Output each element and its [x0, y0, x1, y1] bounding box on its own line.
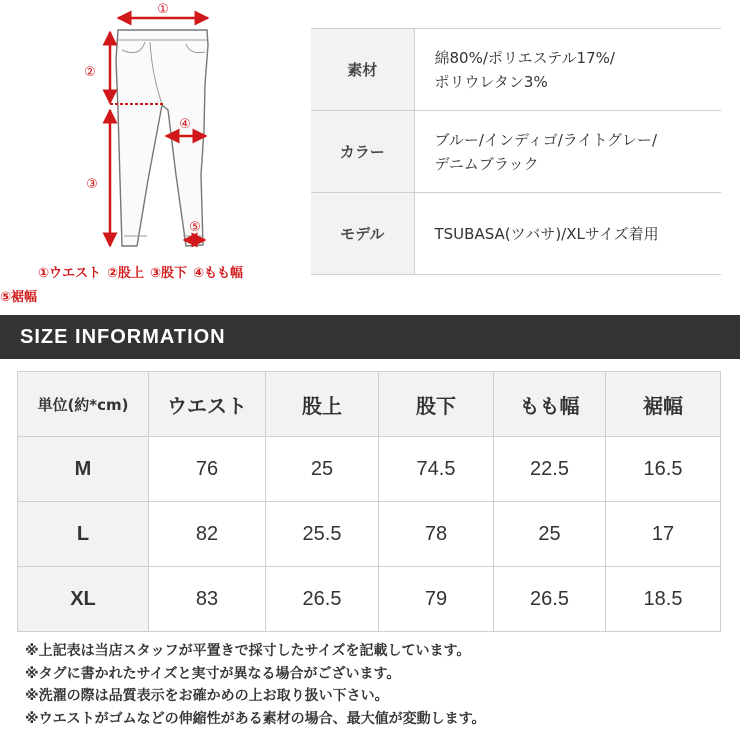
spec-line: デニムブラック: [434, 154, 539, 173]
header-inseam: 股下: [379, 372, 494, 437]
spec-label: カラー: [311, 111, 414, 193]
table-row: [18, 437, 721, 502]
note-line: ※タグに書かれたサイズと実寸が異なる場合がございます。: [25, 665, 401, 682]
table-cell: 25: [266, 437, 379, 502]
pants-outline: [116, 30, 208, 246]
pants-illustration: [0, 0, 300, 262]
table-cell: 18.5: [606, 567, 721, 632]
table-cell: 16.5: [606, 437, 721, 502]
spec-value: [414, 111, 721, 193]
spec-value: [414, 29, 721, 111]
spec-row-color: [311, 111, 721, 193]
measurement-legend: [0, 262, 300, 310]
spec-line: 綿80%/ポリエステル17%/: [434, 48, 615, 67]
spec-row-model: [311, 193, 721, 275]
spec-line: ブルー/インディゴ/ライトグレー/: [434, 130, 658, 149]
legend-thigh: ④もも幅: [193, 266, 244, 281]
spec-table: [311, 28, 721, 275]
table-cell: 26.5: [494, 567, 606, 632]
spec-row-material: [311, 29, 721, 111]
legend-waist: ①ウエスト: [38, 266, 102, 281]
table-cell: 25.5: [266, 502, 379, 567]
spec-line: ポリウレタン3%: [434, 72, 548, 91]
spec-value: [414, 193, 721, 275]
table-cell: 79: [379, 567, 494, 632]
table-cell: 25: [494, 502, 606, 567]
table-cell: 82: [149, 502, 266, 567]
table-cell: 74.5: [379, 437, 494, 502]
measurement-diagram: [0, 0, 300, 310]
marker-hem: ⑤: [189, 220, 201, 235]
table-cell: 17: [606, 502, 721, 567]
legend-rise: ②股上: [107, 266, 145, 281]
legend-inseam: ③股下: [150, 266, 188, 281]
note-line: ※上記表は当店スタッフが平置きで採寸したサイズを記載しています。: [25, 643, 471, 659]
note-line: ※洗濯の際は品質表示をお確かめの上お取り扱い下さい。: [25, 688, 389, 704]
size-information-header: SIZE INFORMATION: [0, 315, 740, 359]
size-label: L: [18, 502, 149, 567]
marker-waist: ①: [157, 2, 169, 17]
table-row: [18, 502, 721, 567]
table-cell: 83: [149, 567, 266, 632]
header-unit: 単位(約*cm): [18, 372, 149, 437]
notes: [25, 640, 725, 730]
marker-thigh: ④: [179, 117, 191, 132]
size-table: [17, 371, 721, 632]
marker-rise: ②: [84, 65, 96, 80]
header-hem: 裾幅: [606, 372, 721, 437]
spec-label: モデル: [311, 193, 414, 275]
header-rise: 股上: [266, 372, 379, 437]
note-line: ※ウエストがゴムなどの伸縮性がある素材の場合、最大値が変動します。: [25, 710, 486, 727]
header-thigh: もも幅: [494, 372, 606, 437]
size-label: M: [18, 437, 149, 502]
table-cell: 26.5: [266, 567, 379, 632]
table-cell: 78: [379, 502, 494, 567]
size-table-header-row: [18, 372, 721, 437]
marker-inseam: ③: [86, 177, 98, 192]
table-row: [18, 567, 721, 632]
table-cell: 76: [149, 437, 266, 502]
legend-hem: ⑤裾幅: [0, 290, 38, 305]
size-label: XL: [18, 567, 149, 632]
table-cell: 22.5: [494, 437, 606, 502]
spec-line: TSUBASA(ツバサ)/XLサイズ着用: [434, 224, 659, 243]
header-waist: ウエスト: [149, 372, 266, 437]
spec-label: 素材: [311, 29, 414, 111]
